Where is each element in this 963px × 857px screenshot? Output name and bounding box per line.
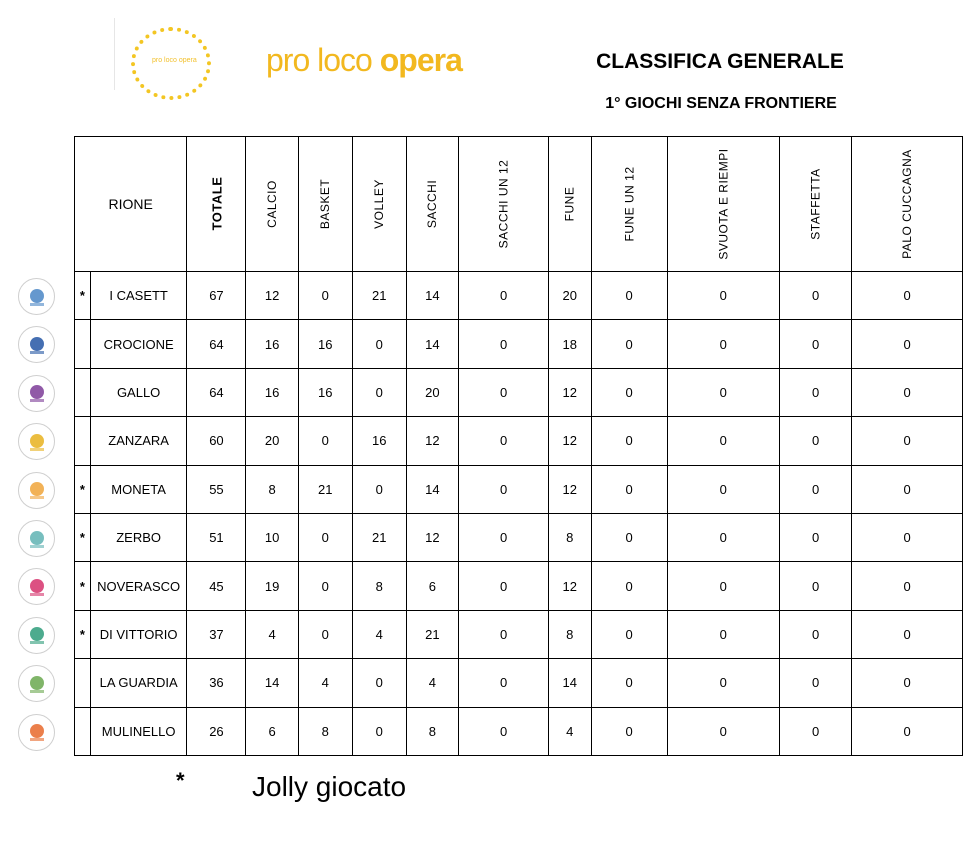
score-cell: 0 (459, 320, 549, 368)
score-cell: 0 (667, 320, 779, 368)
score-cell: 0 (779, 610, 851, 658)
score-cell: 20 (548, 272, 591, 320)
legend-text: Jolly giocato (252, 771, 407, 802)
score-cell: 0 (298, 562, 352, 610)
rooster-icon (18, 326, 55, 363)
score-cell: 0 (352, 368, 406, 416)
column-header-label: BASKET (318, 178, 333, 230)
score-cell: 0 (852, 272, 963, 320)
jolly-marker: * (75, 562, 91, 610)
jolly-marker (75, 368, 91, 416)
score-cell: 20 (246, 417, 298, 465)
score-cell: 0 (852, 610, 963, 658)
score-cell: 21 (352, 272, 406, 320)
score-cell: 0 (298, 513, 352, 561)
column-header (459, 137, 549, 272)
column-header (187, 137, 246, 272)
score-cell: 0 (298, 417, 352, 465)
total-cell: 51 (187, 513, 246, 561)
score-cell: 4 (298, 659, 352, 707)
score-cell: 0 (852, 513, 963, 561)
score-cell: 4 (246, 610, 298, 658)
jolly-marker: * (75, 610, 91, 658)
score-cell: 0 (852, 707, 963, 755)
score-cell: 0 (852, 417, 963, 465)
score-cell: 8 (298, 707, 352, 755)
score-cell: 6 (406, 562, 459, 610)
score-cell: 0 (779, 513, 851, 561)
table-row (75, 368, 963, 416)
score-cell: 0 (852, 320, 963, 368)
table-row (75, 513, 963, 561)
score-cell: 16 (246, 320, 298, 368)
score-cell: 0 (591, 320, 667, 368)
score-cell: 0 (459, 465, 549, 513)
score-cell: 0 (459, 272, 549, 320)
column-header-label: SACCHI UN 12 (496, 159, 511, 249)
total-cell: 37 (187, 610, 246, 658)
score-cell: 18 (548, 320, 591, 368)
score-cell: 0 (852, 368, 963, 416)
score-cell: 0 (667, 368, 779, 416)
total-cell: 45 (187, 562, 246, 610)
column-header (298, 137, 352, 272)
score-cell: 0 (352, 465, 406, 513)
score-cell: 16 (298, 320, 352, 368)
score-cell: 4 (352, 610, 406, 658)
score-cell: 8 (548, 513, 591, 561)
score-cell: 0 (459, 513, 549, 561)
column-header (852, 137, 963, 272)
score-cell: 0 (459, 417, 549, 465)
table-row (75, 610, 963, 658)
score-cell: 14 (406, 272, 459, 320)
score-cell: 4 (548, 707, 591, 755)
score-cell: 0 (591, 562, 667, 610)
score-cell: 0 (352, 659, 406, 707)
rione-name: MONETA (90, 465, 187, 513)
score-cell: 0 (459, 368, 549, 416)
rione-name: GALLO (90, 368, 187, 416)
total-cell: 60 (187, 417, 246, 465)
score-cell: 16 (352, 417, 406, 465)
score-cell: 0 (298, 272, 352, 320)
score-cell: 0 (779, 465, 851, 513)
total-cell: 64 (187, 368, 246, 416)
score-cell: 0 (591, 417, 667, 465)
table-row (75, 707, 963, 755)
column-header-label: CALCIO (265, 180, 280, 228)
ranking-table (74, 136, 963, 756)
score-cell: 16 (298, 368, 352, 416)
rione-column-header: RIONE (75, 137, 187, 272)
score-cell: 0 (591, 513, 667, 561)
score-cell: 10 (246, 513, 298, 561)
column-header-label: FUNE (562, 186, 577, 222)
score-cell: 12 (548, 562, 591, 610)
score-cell: 0 (779, 707, 851, 755)
swing-icon (18, 617, 55, 654)
mill-icon (18, 714, 55, 751)
score-cell: 0 (667, 610, 779, 658)
jolly-marker: * (75, 465, 91, 513)
score-cell: 21 (352, 513, 406, 561)
score-cell: 0 (667, 659, 779, 707)
score-cell: 0 (459, 659, 549, 707)
score-cell: 0 (591, 272, 667, 320)
column-header-label: PALO CUCCAGNA (900, 149, 915, 259)
column-header (779, 137, 851, 272)
score-cell: 0 (852, 562, 963, 610)
column-header (548, 137, 591, 272)
score-cell: 12 (406, 513, 459, 561)
score-cell: 12 (548, 368, 591, 416)
crown-icon (18, 520, 55, 557)
column-header-label: VOLLEY (372, 179, 387, 229)
table-row (75, 659, 963, 707)
jolly-marker: * (75, 513, 91, 561)
score-cell: 0 (667, 417, 779, 465)
score-cell: 14 (406, 320, 459, 368)
column-header-label: TOTALE (208, 176, 224, 231)
rione-name: ZANZARA (90, 417, 187, 465)
column-header (352, 137, 406, 272)
rione-name: LA GUARDIA (90, 659, 187, 707)
table-row (75, 465, 963, 513)
jolly-marker (75, 320, 91, 368)
jolly-marker (75, 659, 91, 707)
column-header-label: STAFFETTA (808, 168, 823, 240)
score-cell: 0 (352, 707, 406, 755)
score-cell: 6 (246, 707, 298, 755)
roosters-icon (18, 375, 55, 412)
jolly-marker (75, 417, 91, 465)
score-cell: 0 (591, 659, 667, 707)
score-cell: 0 (591, 610, 667, 658)
total-cell: 26 (187, 707, 246, 755)
score-cell: 12 (406, 417, 459, 465)
coins-icon (18, 472, 55, 509)
score-cell: 0 (779, 562, 851, 610)
score-cell: 0 (459, 562, 549, 610)
mosquito-icon (18, 423, 55, 460)
table-row (75, 272, 963, 320)
score-cell: 0 (667, 562, 779, 610)
score-cell: 0 (459, 610, 549, 658)
score-cell: 8 (246, 465, 298, 513)
score-cell: 0 (591, 368, 667, 416)
score-cell: 0 (852, 659, 963, 707)
score-cell: 19 (246, 562, 298, 610)
score-cell: 0 (667, 707, 779, 755)
logo-divider (114, 18, 115, 90)
table-row (75, 562, 963, 610)
score-cell: 16 (246, 368, 298, 416)
score-cell: 12 (548, 417, 591, 465)
houses-icon (18, 278, 55, 315)
score-cell: 0 (779, 272, 851, 320)
total-cell: 64 (187, 320, 246, 368)
score-cell: 0 (779, 320, 851, 368)
dragon-icon (18, 665, 55, 702)
score-cell: 14 (246, 659, 298, 707)
score-cell: 14 (548, 659, 591, 707)
page-title: CLASSIFICA GENERALE (596, 50, 844, 73)
score-cell: 12 (548, 465, 591, 513)
jolly-marker (75, 707, 91, 755)
score-cell: 8 (548, 610, 591, 658)
column-header (406, 137, 459, 272)
table-row (75, 320, 963, 368)
score-cell: 14 (406, 465, 459, 513)
rione-name: CROCIONE (90, 320, 187, 368)
rione-name: DI VITTORIO (90, 610, 187, 658)
column-header-label: SVUOTA E RIEMPI (716, 148, 731, 260)
score-cell: 0 (667, 272, 779, 320)
page-subtitle: 1° GIOCHI SENZA FRONTIERE (605, 95, 837, 112)
table-row (75, 417, 963, 465)
wheat-icon (18, 568, 55, 605)
score-cell: 0 (298, 610, 352, 658)
score-cell: 21 (298, 465, 352, 513)
rione-name: NOVERASCO (90, 562, 187, 610)
score-cell: 0 (591, 465, 667, 513)
score-cell: 21 (406, 610, 459, 658)
score-cell: 0 (779, 417, 851, 465)
jolly-marker: * (75, 272, 91, 320)
score-cell: 0 (352, 320, 406, 368)
column-header-label: FUNE UN 12 (622, 166, 637, 242)
score-cell: 12 (246, 272, 298, 320)
score-cell: 0 (667, 465, 779, 513)
column-header-label: SACCHI (425, 179, 440, 229)
total-cell: 55 (187, 465, 246, 513)
score-cell: 4 (406, 659, 459, 707)
column-header (246, 137, 298, 272)
column-header (667, 137, 779, 272)
table-header-row (75, 137, 963, 272)
score-cell: 0 (459, 707, 549, 755)
column-header (591, 137, 667, 272)
score-cell: 0 (667, 513, 779, 561)
score-cell: 20 (406, 368, 459, 416)
score-cell: 8 (406, 707, 459, 755)
rione-name: ZERBO (90, 513, 187, 561)
score-cell: 0 (779, 368, 851, 416)
total-cell: 36 (187, 659, 246, 707)
score-cell: 0 (852, 465, 963, 513)
score-cell: 0 (591, 707, 667, 755)
logo-small-text: pro loco opera (152, 57, 197, 64)
legend-symbol: * (176, 768, 185, 793)
score-cell: 8 (352, 562, 406, 610)
total-cell: 67 (187, 272, 246, 320)
rione-name: MULINELLO (90, 707, 187, 755)
score-cell: 0 (779, 659, 851, 707)
rione-name: I CASETT (90, 272, 187, 320)
logo-wordmark: pro loco opera (266, 42, 462, 78)
